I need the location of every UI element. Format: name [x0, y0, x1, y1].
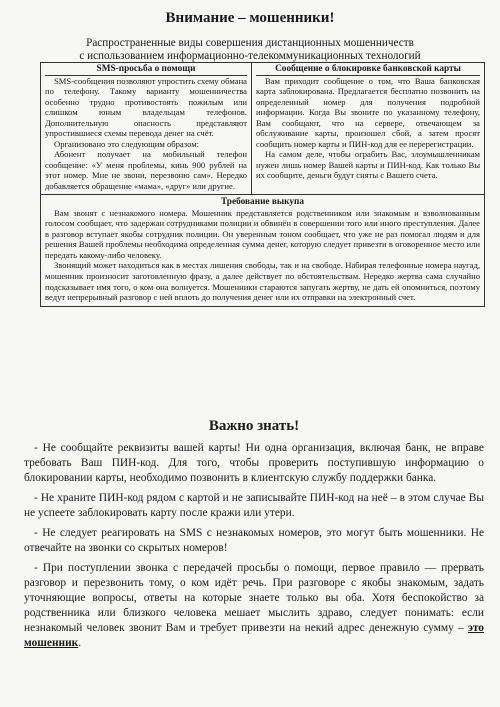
card-block-paragraph-2: На самом деле, чтобы ограбить Вас, злоумышленникам нужен лишь номер Вашей карты и ПИН-код. Как только Вы их сообщите, деньги будут сняты с Вашего счета. — [256, 149, 480, 180]
sms-help-heading: SMS-просьба о помощи — [45, 64, 247, 76]
important-section — [24, 418, 484, 656]
ransom-paragraph-1: Вам звонят с незнакомого номера. Мошенник представляется родственником или знакомым и взволнованным голосом сообщает, что задержан сотрудниками полиции и обвинён в совершении того или иного преступления. Далее в разговор вступает якобы сотрудник полиции. Он уверенным тоном сообщает, что уже не раз помогал людям и для решения Вашей проблемы необходима определенная сумма денег, которую следует привезти в оговоренное место или передать какому-либо человеку. — [45, 207, 480, 260]
sms-help-paragraph-3: Абонент получает на мобильный телефон сообщение: «У меня проблемы, кинь 900 рублей на этот номер. Мне не звони, перезвоню сам». Нередко добавляется обращение «мама», «друг» или другие. — [45, 149, 247, 191]
advice-help-call — [24, 561, 484, 651]
ransom-paragraph-2: Звонящий может находиться как в местах лишения свободы, так и на свободе. Набирая телефонные номера наугад, мошенник произносит заготовленную фразу, а далее действует по обстоятельствам. Нередко жертва сама случайно подсказывает имя того, о ком она волнуется. Мошенники стараются запугать жертву, не дать ей опомниться, поэтому ведут непрерывный разговор с ней вплоть до получения денег или их отправки на электронный счет. — [45, 260, 480, 303]
card-block-heading: Сообщение о блокировке банковской карты — [256, 64, 480, 76]
sms-help-paragraph-1: SMS-сообщения позволяют упростить схему обмана по телефону. Такому варианту мошенничества особенно трудно противостоять пожилым или слишком юным владельцам телефонов. Дополнительную опасность представляют упростившиеся схемы перевода денег на счёт. — [45, 75, 247, 138]
page-subtitle — [10, 37, 490, 62]
sms-help-cell — [41, 63, 252, 194]
sms-help-paragraph-2: Организовано это следующим образом: — [54, 138, 200, 149]
important-heading: Важно знать! — [208, 418, 300, 434]
subtitle-line-1: Распространенные виды совершения дистанционных мошенничеств — [86, 37, 414, 49]
fraud-warning-emphasis: это мошенник — [24, 622, 484, 649]
fraud-types-table — [40, 62, 485, 307]
card-block-cell — [252, 63, 484, 194]
subtitle-line-2: с использованием информационно-телекоммуникационных технологий — [79, 49, 421, 62]
final-period: . — [78, 637, 82, 649]
page-title: Внимание – мошенники! — [165, 10, 335, 26]
advice-help-call-text: - При поступлении звонка с передачей просьбы о помощи, первое правило — прервать разговор и перезвонить тому, о ком идёт речь. При разговоре с якобы знакомым, задать уточняющие вопросы, ответы на которые знаете только вы оба. Хотя беспокойство за родственника или близкого человека мешает мыслить здраво, следует понимать: если незнакомый человек звонит Вам и требует привезти на некий адрес денежную сумму – — [24, 562, 484, 634]
advice-pin-storage: - Не храните ПИН-код рядом с картой и не записывайте ПИН-код на неё – в этом случае Вы не успеете заблокировать карту после кражи или утери. — [24, 492, 484, 519]
advice-sms-unknown: - Не следует реагировать на SMS с незнакомых номеров, это могут быть мошенники. Не отвечайте на звонки со скрытых номеров! — [24, 527, 484, 554]
table-row-top — [41, 63, 484, 194]
advice-card-details: - Не сообщайте реквизиты вашей карты! Ни одна организация, включая банк, не вправе требовать Ваш ПИН-код. Для того, чтобы проверить поступившую информацию о блокировании карты, необходимо позвонить в клиентскую службу поддержки банка. — [24, 442, 484, 484]
card-block-paragraph-1: Вам приходит сообщение о том, что Ваша банковская карта заблокирована. Предлагается бесплатно позвонить на определенный номер для получения подробной информации. Когда Вы звоните по указанному телефону, Вам сообщают, что на сервере, отвечающем за обслуживание карты, произошел сбой, а затем просят сообщить номер карты и ПИН-код для ее перерегистрации. — [256, 75, 480, 149]
ransom-cell — [41, 194, 484, 306]
ransom-heading: Требование выкупа — [220, 197, 305, 207]
